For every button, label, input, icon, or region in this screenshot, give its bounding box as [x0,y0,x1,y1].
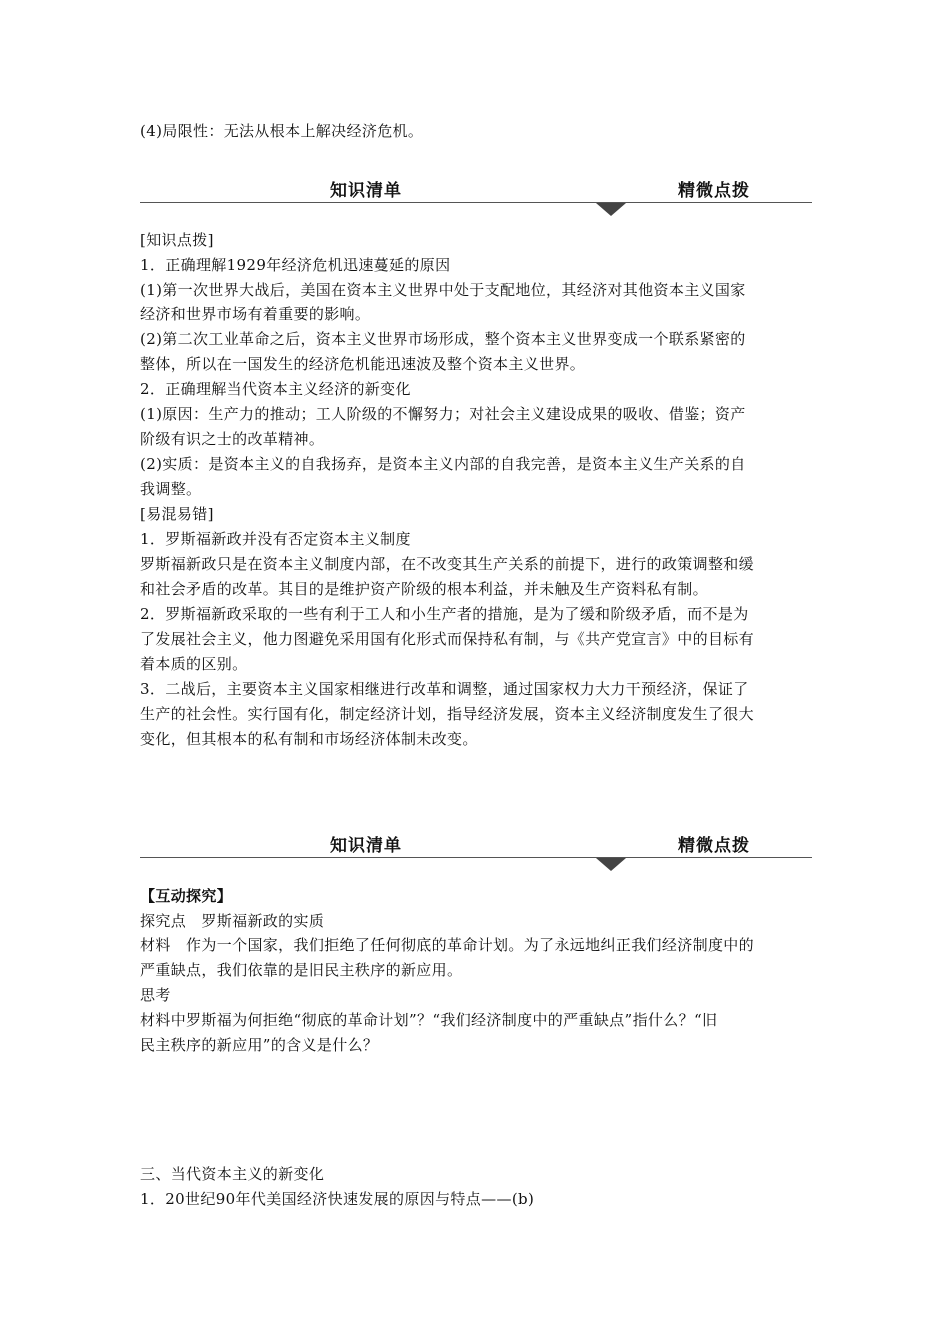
banner-rule [140,857,812,858]
banner-left-label: 知识清单 [330,836,402,856]
paragraph-line: 材料 作为一个国家，我们拒绝了任何彻底的革命计划。为了永远地纠正我们经济制度中的 [140,936,755,954]
paragraph-line: 生产的社会性。实行国有化，制定经济计划，指导经济发展，资本主义经济制度发生了很大 [140,705,755,723]
paragraph-line: 罗斯福新政只是在资本主义制度内部，在不改变其生产关系的前提下，进行的政策调整和缓 [140,555,755,573]
section-banner-1 [140,176,812,212]
banner-left-label: 知识清单 [330,181,402,201]
paragraph-line: 严重缺点，我们依靠的是旧民主秩序的新应用。 [140,961,463,979]
paragraph-line: 变化，但其根本的私有制和市场经济体制未改变。 [140,730,478,748]
banner-rule [140,202,812,203]
paragraph-line: 探究点 罗斯福新政的实质 [140,912,325,930]
paragraph-line: (1)第一次世界大战后，美国在资本主义世界中处于支配地位，其经济对其他资本主义国家 [140,281,746,299]
paragraph-line: 和社会矛盾的改革。其目的是维护资产阶级的根本利益，并未触及生产资料私有制。 [140,580,708,598]
section-banner-2 [140,831,812,867]
paragraph-line: 了发展社会主义，他力图避免采用国有化形式而保持私有制，与《共产党宣言》中的目标有 [140,630,755,648]
limitation-line: (4)局限性：无法从根本上解决经济危机。 [140,122,424,140]
down-triangle-icon [596,203,626,216]
paragraph-line: 着本质的区别。 [140,655,248,673]
down-triangle-icon [596,858,626,871]
paragraph-line: 1．20世纪90年代美国经济快速发展的原因与特点——(b) [140,1190,535,1208]
interactive-inquiry-tag: 【互动探究】 [140,887,233,905]
knowledge-tip-tag: [知识点拨] [140,231,214,249]
paragraph-line: 1．罗斯福新政并没有否定资本主义制度 [140,530,411,548]
section-heading: 三、当代资本主义的新变化 [140,1165,325,1183]
paragraph-line: 3．二战后，主要资本主义国家相继进行改革和调整，通过国家权力大力干预经济，保证了 [140,680,749,698]
paragraph-line: 2．罗斯福新政采取的一些有利于工人和小生产者的措施，是为了缓和阶级矛盾，而不是为 [140,605,749,623]
paragraph-line: 2．正确理解当代资本主义经济的新变化 [140,380,411,398]
paragraph-line: (1)原因：生产力的推动；工人阶级的不懈努力；对社会主义建设成果的吸收、借鉴；资产 [140,405,746,423]
paragraph-line: (2)第二次工业革命之后，资本主义世界市场形成，整个资本主义世界变成一个联系紧密的 [140,330,746,348]
paragraph-line: 材料中罗斯福为何拒绝“彻底的革命计划”？“我们经济制度中的严重缺点”指什么？“旧 [140,1011,718,1029]
paragraph-line: 民主秩序的新应用”的含义是什么？ [140,1036,379,1054]
paragraph-line: 阶级有识之士的改革精神。 [140,430,325,448]
paragraph-line: 1．正确理解1929年经济危机迅速蔓延的原因 [140,256,451,274]
banner-right-label: 精微点拨 [678,836,750,856]
paragraph-line: (2)实质：是资本主义的自我扬弃，是资本主义内部的自我完善，是资本主义生产关系的自 [140,455,746,473]
paragraph-line: 我调整。 [140,480,202,498]
common-mistake-tag: [易混易错] [140,505,214,523]
banner-right-label: 精微点拨 [678,181,750,201]
paragraph-line: 整体，所以在一国发生的经济危机能迅速波及整个资本主义世界。 [140,355,586,373]
paragraph-line: 经济和世界市场有着重要的影响。 [140,305,371,323]
paragraph-line: 思考 [140,986,171,1004]
